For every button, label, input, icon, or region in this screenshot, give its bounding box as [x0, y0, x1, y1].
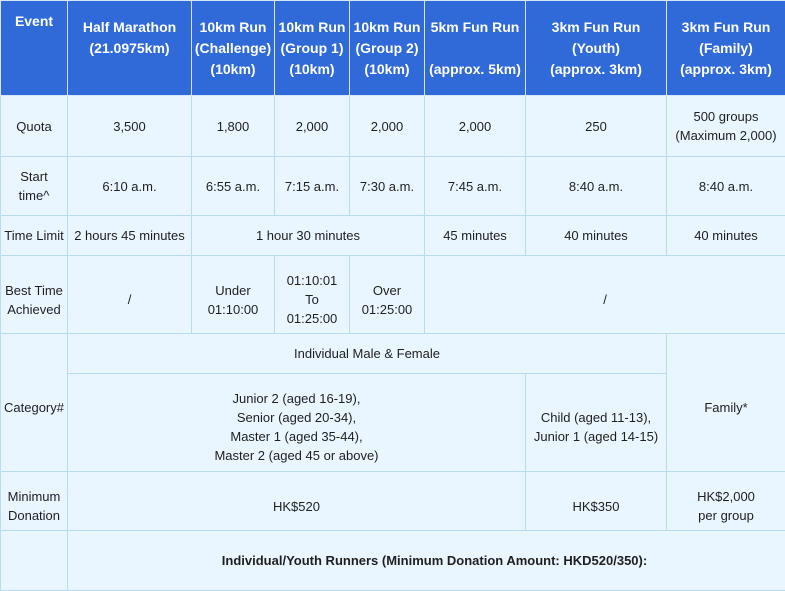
- category-youth-groups: Child (aged 11-13), Junior 1 (aged 14-15): [526, 374, 667, 472]
- note-row: [1, 531, 785, 591]
- quota-5km: 2,000: [425, 96, 526, 157]
- start-half: 6:10 a.m.: [68, 157, 192, 216]
- best-time-group2: Over 01:25:00: [350, 256, 425, 334]
- quota-group2: 2,000: [350, 96, 425, 157]
- donation-label: Minimum Donation: [1, 472, 68, 531]
- header-event: Event: [1, 1, 68, 96]
- note-text: Individual/Youth Runners (Minimum Donation Amount: HKD520/350):: [68, 531, 785, 591]
- header-row: [1, 1, 785, 96]
- time-limit-youth: 40 minutes: [526, 216, 667, 256]
- time-limit-family: 40 minutes: [667, 216, 785, 256]
- time-limit-5km: 45 minutes: [425, 216, 526, 256]
- header-5km-fun-run: 5km Fun Run (approx. 5km): [425, 1, 526, 96]
- header-10km-group1: 10km Run (Group 1) (10km): [275, 1, 350, 96]
- start-time-label: Start time^: [1, 157, 68, 216]
- best-time-rest: /: [425, 256, 785, 334]
- header-10km-challenge: 10km Run (Challenge) (10km): [192, 1, 275, 96]
- time-limit-half: 2 hours 45 minutes: [68, 216, 192, 256]
- quota-half: 3,500: [68, 96, 192, 157]
- quota-row: [1, 96, 785, 157]
- quota-group1: 2,000: [275, 96, 350, 157]
- quota-family: 500 groups (Maximum 2,000): [667, 96, 785, 157]
- donation-youth: HK$350: [526, 472, 667, 531]
- time-limit-row: [1, 216, 785, 256]
- category-individual: Individual Male & Female: [68, 334, 667, 374]
- category-adult-groups: Junior 2 (aged 16-19), Senior (aged 20-34), Master 1 (aged 35-44), Master 2 (aged 45 or above): [68, 374, 526, 472]
- donation-row: [1, 472, 785, 531]
- best-time-half: /: [68, 256, 192, 334]
- start-youth: 8:40 a.m.: [526, 157, 667, 216]
- time-limit-10km: 1 hour 30 minutes: [192, 216, 425, 256]
- header-10km-group2: 10km Run (Group 2) (10km): [350, 1, 425, 96]
- best-time-group1: 01:10:01 To 01:25:00: [275, 256, 350, 334]
- category-row-1: [1, 334, 785, 374]
- best-time-challenge: Under 01:10:00: [192, 256, 275, 334]
- donation-family: HK$2,000 per group: [667, 472, 785, 531]
- header-3km-family: 3km Fun Run (Family) (approx. 3km): [667, 1, 785, 96]
- quota-label: Quota: [1, 96, 68, 157]
- header-3km-youth: 3km Fun Run (Youth) (approx. 3km): [526, 1, 667, 96]
- donation-adult: HK$520: [68, 472, 526, 531]
- time-limit-label: Time Limit: [1, 216, 68, 256]
- start-5km: 7:45 a.m.: [425, 157, 526, 216]
- quota-youth: 250: [526, 96, 667, 157]
- start-group2: 7:30 a.m.: [350, 157, 425, 216]
- header-half-marathon: Half Marathon (21.0975km): [68, 1, 192, 96]
- category-label: Category#: [1, 334, 68, 472]
- best-time-row: [1, 256, 785, 334]
- quota-challenge: 1,800: [192, 96, 275, 157]
- start-time-row: [1, 157, 785, 216]
- category-family: Family*: [667, 334, 785, 472]
- best-time-label: Best Time Achieved: [1, 256, 68, 334]
- start-group1: 7:15 a.m.: [275, 157, 350, 216]
- start-challenge: 6:55 a.m.: [192, 157, 275, 216]
- note-spacer: [1, 531, 68, 591]
- start-family: 8:40 a.m.: [667, 157, 785, 216]
